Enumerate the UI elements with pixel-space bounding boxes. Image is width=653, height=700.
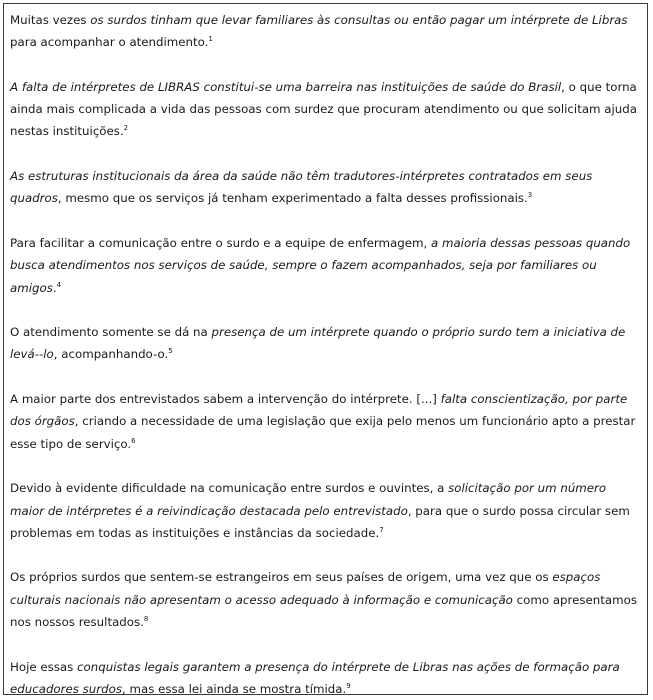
quote-paragraph bbox=[10, 477, 642, 544]
quote-text: . bbox=[52, 280, 57, 295]
quote-text: , mas essa lei ainda se mostra tímida. bbox=[121, 681, 347, 696]
quote-emphasis: presença de um intérprete quando o próprio surdo tem a iniciativa de levá--lo bbox=[10, 325, 626, 362]
quote-paragraph bbox=[10, 566, 642, 633]
quote-paragraph bbox=[10, 388, 642, 455]
quote-text: A maior parte dos entrevistados sabem a intervenção do intérprete. [...] bbox=[10, 392, 441, 407]
reference-number: 2 bbox=[123, 124, 129, 133]
quote-text: , criando a necessidade de uma legislação que exija pelo menos um funcionário apto a prestar esse tipo de serviço. bbox=[10, 414, 636, 451]
quote-text: como apresentamos nos nossos resultados. bbox=[10, 592, 637, 630]
quote-text: Muitas vezes bbox=[10, 13, 91, 27]
reference-number: 4 bbox=[56, 280, 62, 289]
quote-text: O atendimento somente se dá na bbox=[10, 325, 212, 340]
quote-emphasis: falta conscientização, por parte dos órgãos bbox=[10, 392, 628, 429]
quote-list bbox=[10, 9, 642, 700]
quote-text: , acompanhando-o. bbox=[53, 347, 169, 362]
quote-text: Devido à evidente dificuldade na comunicação entre surdos e ouvintes, a bbox=[10, 481, 449, 496]
quote-emphasis: solicitação por um número maior de intérpretes é a reivindicação destacada pelo entrevistado bbox=[10, 481, 607, 518]
quote-emphasis: a maioria dessas pessoas quando busca atendimentos nos serviços de saúde, sempre o fazem acompanhados, seja por familiares ou amigos bbox=[10, 235, 631, 295]
quote-text: Hoje essas bbox=[10, 659, 78, 674]
quote-emphasis: As estruturas institucionais da área da saúde não têm tradutores-intérpretes contratados em seus quadros bbox=[10, 169, 593, 206]
reference-number: 5 bbox=[168, 347, 173, 356]
reference-number: 8 bbox=[143, 615, 149, 624]
reference-number: 9 bbox=[346, 681, 351, 690]
quote-paragraph bbox=[10, 76, 642, 143]
quote-paragraph bbox=[10, 232, 642, 299]
quote-text: , o que torna ainda mais complicada a vida das pessoas com surdez que procuram atendimento ou que solicitam ajuda nestas instituições. bbox=[10, 79, 637, 139]
reference-number: 6 bbox=[131, 436, 136, 445]
quote-paragraph bbox=[10, 9, 642, 54]
reference-number: 3 bbox=[527, 191, 533, 200]
quote-emphasis: A falta de intérpretes de LIBRAS constitui-se uma barreira nas instituições de saúde do Brasil bbox=[10, 79, 562, 94]
quote-emphasis: os surdos tinham que levar familiares às consultas ou então pagar um intérprete de Libras bbox=[90, 13, 628, 27]
quote-emphasis: conquistas legais garantem a presença do intérprete de Libras nas ações de formação para educadores surdos bbox=[10, 659, 620, 696]
quote-text: para acompanhar o atendimento. bbox=[10, 35, 209, 50]
quote-text: , mesmo que os serviços já tenham experimentado a falta desses profissionais. bbox=[57, 191, 528, 206]
reference-number: 7 bbox=[379, 525, 384, 534]
reference-number: 1 bbox=[208, 35, 213, 44]
quote-text: , para que o surdo possa circular sem problemas em todas as instituições e instâncias da sociedade. bbox=[10, 503, 630, 540]
quote-text: Os próprios surdos que sentem-se estrangeiros em seus países de origem, uma vez que os bbox=[10, 570, 553, 585]
quote-text: Para facilitar a comunicação entre o surdo e a equipe de enfermagem, bbox=[10, 235, 431, 250]
quote-paragraph bbox=[10, 165, 642, 210]
quote-emphasis: espaços culturais nacionais não apresentam o acesso adequado à informação e comunicação bbox=[10, 570, 601, 607]
quote-paragraph bbox=[10, 656, 642, 700]
quote-paragraph bbox=[10, 321, 642, 366]
